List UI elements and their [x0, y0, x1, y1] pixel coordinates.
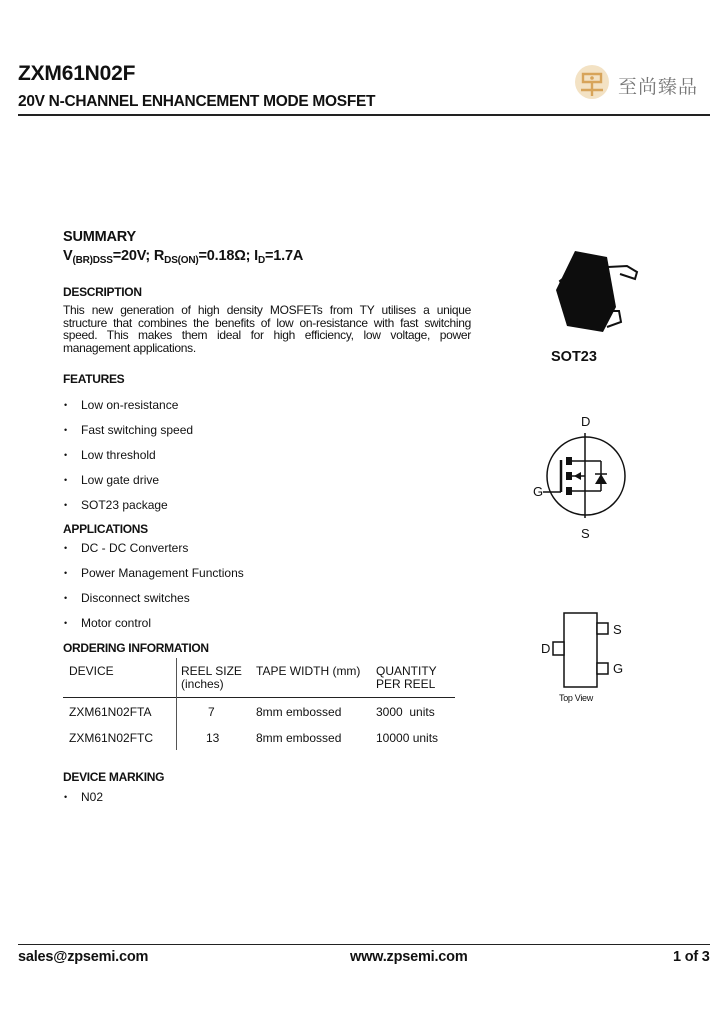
list-item: • N02 — [63, 790, 103, 815]
col-quantity-line1: QUANTITY — [376, 664, 437, 678]
list-item: • Fast switching speed — [63, 423, 193, 448]
col-tape-width: TAPE WIDTH (mm) — [256, 664, 361, 678]
summary-specs — [63, 248, 303, 266]
list-item: • SOT23 package — [63, 498, 193, 523]
pinout-label-drain: D — [541, 641, 551, 656]
logo-text: 至尚臻品 — [618, 76, 699, 98]
top-view-pinout-icon — [550, 612, 612, 690]
list-item: • Disconnect switches — [63, 591, 244, 616]
cell-device: ZXM61N02FTC — [69, 731, 154, 745]
col-reel-size-line2: (inches) — [181, 677, 224, 691]
id-symbol: I — [254, 248, 258, 264]
summary-heading: SUMMARY — [63, 229, 136, 245]
header-divider — [18, 114, 710, 116]
applications-list — [63, 541, 244, 641]
description-heading: DESCRIPTION — [63, 285, 142, 299]
cell-quantity: 3000 units — [376, 705, 435, 719]
marking-heading: DEVICE MARKING — [63, 770, 165, 784]
ordering-heading: ORDERING INFORMATION — [63, 641, 209, 655]
footer-website-link[interactable]: www.zpsemi.com — [350, 949, 468, 965]
table-header-rule — [63, 697, 455, 698]
col-device: DEVICE — [69, 664, 114, 678]
id-subscript: D — [257, 255, 265, 266]
cell-quantity: 10000 units — [376, 731, 439, 745]
col-quantity-line2: PER REEL — [376, 677, 436, 691]
applications-heading: APPLICATIONS — [63, 522, 148, 536]
cell-reel: 13 — [206, 731, 220, 745]
marking-list — [63, 790, 103, 815]
col-reel-size-line1: REEL SIZE — [181, 664, 242, 678]
product-subtitle: 20V N-CHANNEL ENHANCEMENT MODE MOSFET — [18, 93, 376, 110]
mosfet-symbol-icon — [543, 433, 629, 519]
col-quantity — [376, 665, 437, 691]
table-column-rule — [176, 658, 177, 750]
id-value: =1.7A — [265, 248, 304, 264]
symbol-label-gate: G — [533, 484, 544, 499]
description-text: This new generation of high density MOSFETs from TY utilises a unique structure that combines the benefits of low on-resistance with fast switching speed. This makes them ideal for high efficiency, low voltage, power management applications. — [63, 303, 471, 355]
vbr-value: =20V; — [112, 248, 151, 264]
footer-email-link[interactable]: sales@zpsemi.com — [18, 949, 149, 965]
cell-tape: 8mm embossed — [256, 731, 342, 745]
vbr-subscript: (BR)DSS — [72, 255, 113, 266]
list-item: • Low gate drive — [63, 473, 193, 498]
cell-tape: 8mm embossed — [256, 705, 342, 719]
logo-emblem-icon — [572, 60, 616, 104]
col-reel-size — [181, 665, 242, 691]
features-list — [63, 398, 193, 523]
vbr-symbol: V — [63, 248, 73, 264]
list-item: • Power Management Functions — [63, 566, 244, 591]
pinout-label-source: S — [613, 622, 622, 637]
rds-value: =0.18Ω; — [198, 248, 251, 264]
package-label: SOT23 — [551, 349, 597, 365]
symbol-label-drain: D — [581, 414, 591, 429]
symbol-label-source: S — [581, 526, 590, 541]
list-item: • Low on-resistance — [63, 398, 193, 423]
top-view-caption: Top View — [559, 693, 593, 703]
cell-device: ZXM61N02FTA — [69, 705, 152, 719]
cell-reel: 7 — [208, 705, 215, 719]
list-item: • DC - DC Converters — [63, 541, 244, 566]
sot23-package-image — [545, 243, 645, 343]
features-heading: FEATURES — [63, 372, 125, 386]
rds-subscript: DS(ON) — [164, 255, 199, 266]
footer-divider — [18, 944, 710, 945]
page-number: 1 of 3 — [673, 949, 710, 965]
list-item: • Low threshold — [63, 448, 193, 473]
part-number: ZXM61N02F — [18, 62, 136, 85]
pinout-label-gate: G — [613, 661, 624, 676]
list-item: • Motor control — [63, 616, 244, 641]
company-logo — [572, 60, 707, 104]
rds-symbol: R — [153, 248, 165, 264]
